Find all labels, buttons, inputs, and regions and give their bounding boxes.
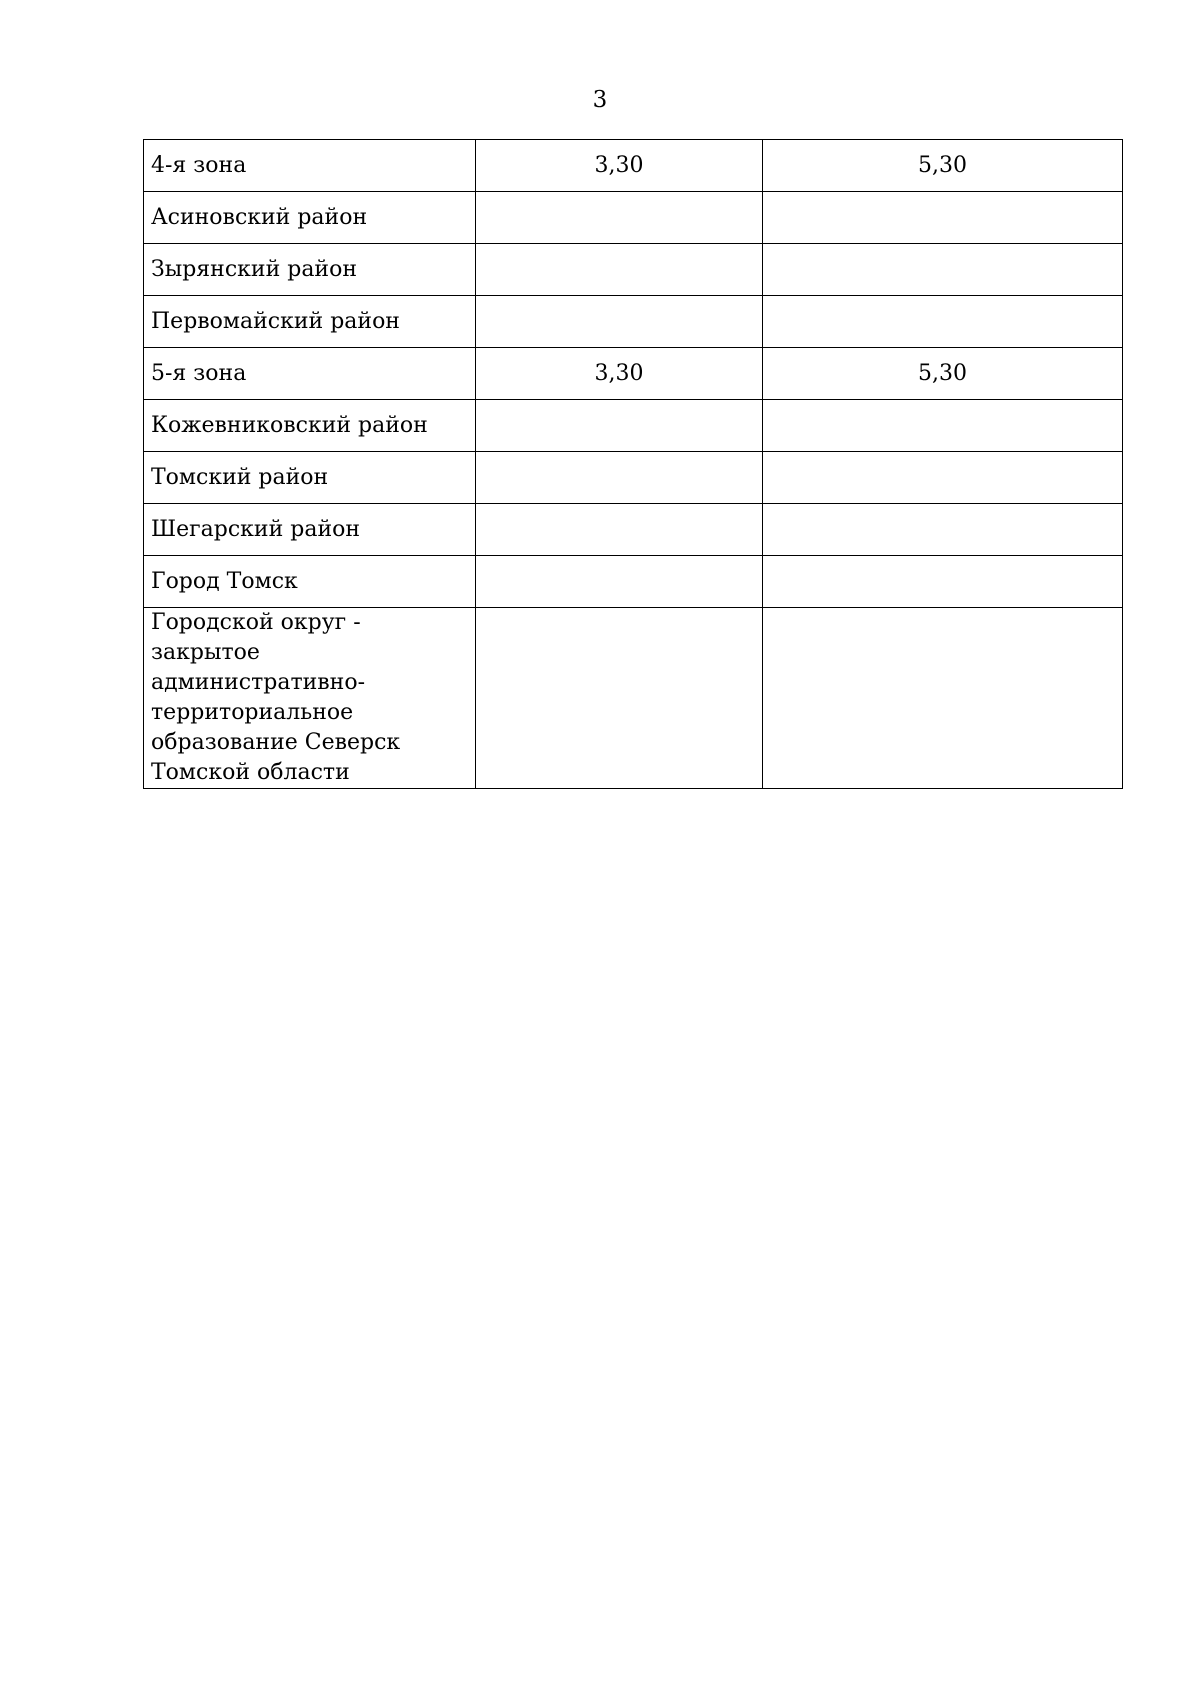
table-row [144, 192, 1123, 244]
row-name-cell: 4-я зона [144, 140, 476, 192]
value-a-cell [476, 452, 763, 504]
value-a-cell [476, 244, 763, 296]
value-b-cell [763, 244, 1123, 296]
tariff-table [143, 139, 1123, 789]
table-row [144, 504, 1123, 556]
value-a-cell [476, 608, 763, 789]
row-name-cell: 5-я зона [144, 348, 476, 400]
row-name-cell: Томский район [144, 452, 476, 504]
value-b-cell: 5,30 [763, 348, 1123, 400]
value-b-cell [763, 452, 1123, 504]
page-number: 3 [592, 87, 608, 113]
table-row [144, 400, 1123, 452]
value-b-cell [763, 504, 1123, 556]
value-b-cell [763, 608, 1123, 789]
row-name-cell: Кожевниковский район [144, 400, 476, 452]
value-a-cell [476, 192, 763, 244]
value-b-cell [763, 556, 1123, 608]
row-name-cell: Первомайский район [144, 296, 476, 348]
table-row [144, 348, 1123, 400]
table-row [144, 140, 1123, 192]
table-row [144, 556, 1123, 608]
value-a-cell [476, 504, 763, 556]
table-row [144, 296, 1123, 348]
value-a-cell: 3,30 [476, 140, 763, 192]
value-b-cell [763, 400, 1123, 452]
row-name-cell: Асиновский район [144, 192, 476, 244]
value-b-cell: 5,30 [763, 140, 1123, 192]
row-name-cell: Город Томск [144, 556, 476, 608]
value-a-cell [476, 296, 763, 348]
value-a-cell [476, 400, 763, 452]
table-row [144, 452, 1123, 504]
table-row [144, 608, 1123, 789]
row-name-cell: Шегарский район [144, 504, 476, 556]
value-b-cell [763, 296, 1123, 348]
value-a-cell [476, 556, 763, 608]
table-row [144, 244, 1123, 296]
row-name-cell: Зырянский район [144, 244, 476, 296]
value-b-cell [763, 192, 1123, 244]
value-a-cell: 3,30 [476, 348, 763, 400]
row-name-cell: Городской округ - закрытое административно-территориальное образование Северск Томской области [144, 608, 476, 789]
